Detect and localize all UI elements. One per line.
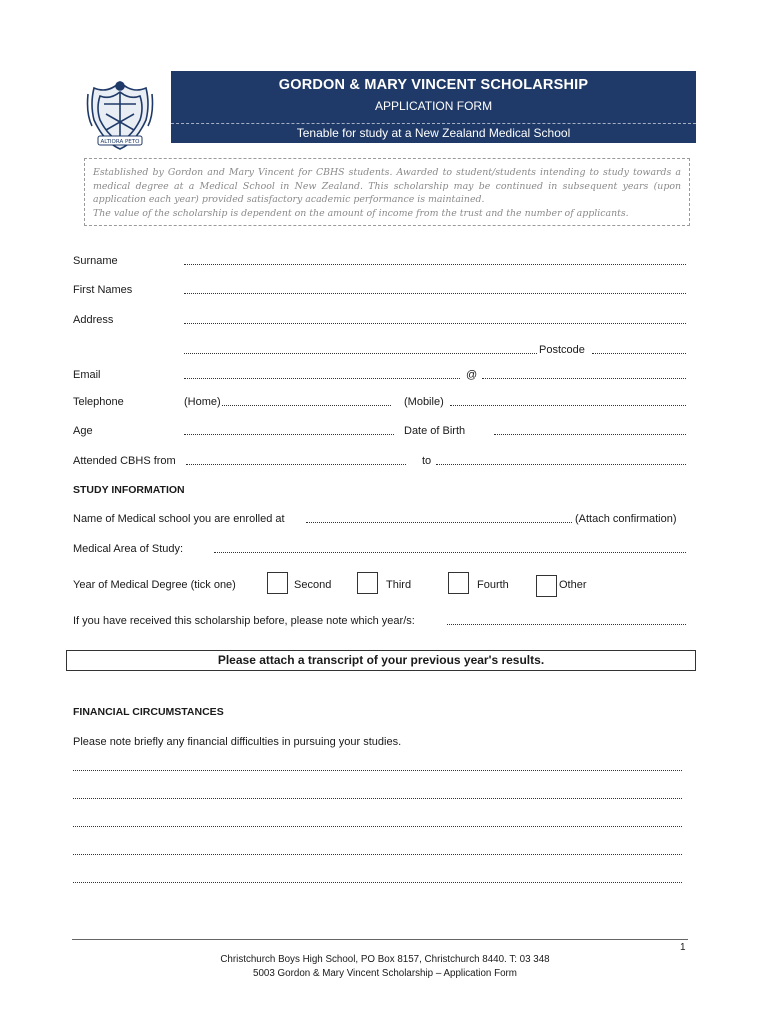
financial-line-1[interactable] bbox=[73, 767, 682, 771]
postcode-field[interactable] bbox=[592, 350, 686, 354]
previous-scholarship-field[interactable] bbox=[447, 621, 686, 625]
checkbox-second[interactable] bbox=[267, 572, 288, 594]
email-label: Email bbox=[73, 369, 101, 381]
checkbox-fourth[interactable] bbox=[448, 572, 469, 594]
intro-box bbox=[84, 158, 690, 226]
checkbox-other[interactable] bbox=[536, 575, 557, 597]
financial-line-2[interactable] bbox=[73, 795, 682, 799]
tenable-text: Tenable for study at a New Zealand Medical School bbox=[296, 126, 571, 140]
surname-label: Surname bbox=[73, 255, 118, 267]
surname-field[interactable] bbox=[184, 261, 686, 265]
telephone-label: Telephone bbox=[73, 396, 124, 408]
financial-prompt: Please note briefly any financial difficulties in pursuing your studies. bbox=[73, 736, 402, 748]
form-subtitle: APPLICATION FORM bbox=[374, 99, 493, 113]
year-of-degree-label: Year of Medical Degree (tick one) bbox=[73, 579, 236, 591]
option-other-label: Other bbox=[559, 579, 587, 591]
financial-circumstances-heading: FINANCIAL CIRCUMSTANCES bbox=[73, 706, 224, 718]
crest-motto: ALTIORA PETO bbox=[100, 139, 140, 145]
footer-address: Christchurch Boys High School, PO Box 8157, Christchurch 8440. T: 03 348 bbox=[220, 954, 550, 965]
mobile-phone-field[interactable] bbox=[450, 402, 686, 406]
medical-school-label: Name of Medical school you are enrolled at bbox=[73, 513, 285, 525]
medical-area-field[interactable] bbox=[214, 549, 686, 553]
first-names-label: First Names bbox=[73, 284, 133, 296]
intro-paragraph-2: The value of the scholarship is dependent on the amount of income from the trust and the number of applicants. bbox=[93, 207, 629, 219]
address-field-line-2[interactable] bbox=[184, 350, 537, 354]
option-fourth-label: Fourth bbox=[477, 579, 509, 591]
study-information-heading: STUDY INFORMATION bbox=[73, 484, 185, 496]
email-user-field[interactable] bbox=[184, 375, 460, 379]
attended-from-field[interactable] bbox=[186, 461, 406, 465]
age-field[interactable] bbox=[184, 431, 394, 435]
attach-confirmation-label: (Attach confirmation) bbox=[575, 513, 677, 525]
form-title: GORDON & MARY VINCENT SCHOLARSHIP bbox=[278, 77, 589, 93]
address-label: Address bbox=[73, 314, 114, 326]
header-banner bbox=[171, 71, 696, 143]
intro-paragraph-1: Established by Gordon and Mary Vincent for CBHS students. Awarded to student/students intending to study towards a medical degree at a Medical School in New Zealand. This scholarship may be continued in subsequent years (upon application each year) provided satisfactory academic performance is maintained. bbox=[93, 167, 681, 206]
first-names-field[interactable] bbox=[184, 290, 686, 294]
mobile-phone-label: (Mobile) bbox=[404, 396, 444, 408]
attended-to-label: to bbox=[422, 455, 432, 467]
header-divider bbox=[171, 123, 696, 124]
checkbox-third[interactable] bbox=[357, 572, 378, 594]
email-domain-field[interactable] bbox=[482, 375, 686, 379]
dob-field[interactable] bbox=[494, 431, 686, 435]
email-at-sign: @ bbox=[466, 369, 478, 381]
page-number: 1 bbox=[680, 942, 686, 953]
home-phone-label: (Home) bbox=[184, 396, 221, 408]
financial-line-4[interactable] bbox=[73, 851, 682, 855]
option-second-label: Second bbox=[294, 579, 332, 591]
medical-area-label: Medical Area of Study: bbox=[73, 543, 184, 555]
footer-form-name: 5003 Gordon & Mary Vincent Scholarship – Application Form bbox=[253, 968, 517, 979]
attended-to-field[interactable] bbox=[436, 461, 686, 465]
postcode-label: Postcode bbox=[539, 344, 585, 356]
financial-line-5[interactable] bbox=[73, 879, 682, 883]
dob-label: Date of Birth bbox=[404, 425, 466, 437]
previous-scholarship-label: If you have received this scholarship before, please note which year/s: bbox=[73, 615, 415, 627]
age-label: Age bbox=[73, 425, 93, 437]
footer-divider bbox=[72, 939, 688, 940]
attended-from-label: Attended CBHS from bbox=[73, 455, 176, 467]
school-crest-logo bbox=[84, 74, 156, 152]
medical-school-field[interactable] bbox=[306, 519, 572, 523]
address-field-line-1[interactable] bbox=[184, 320, 686, 324]
financial-line-3[interactable] bbox=[73, 823, 682, 827]
transcript-notice: Please attach a transcript of your previous year's results. bbox=[66, 650, 696, 671]
option-third-label: Third bbox=[386, 579, 412, 591]
home-phone-field[interactable] bbox=[222, 402, 391, 406]
